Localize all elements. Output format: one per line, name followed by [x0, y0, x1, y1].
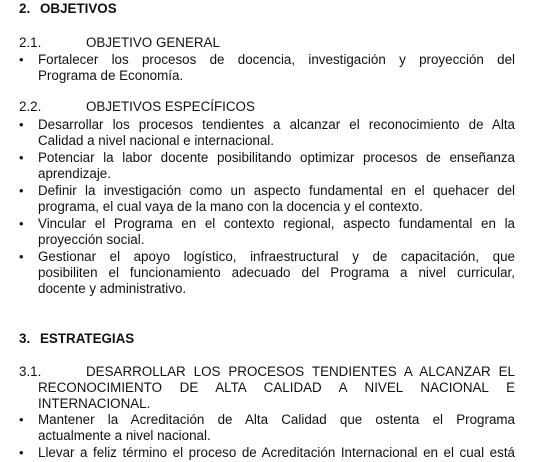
- bullet-line: Calidad a nivel nacional e internacional.: [38, 133, 274, 148]
- subsection-2-2-heading: [0, 99, 534, 116]
- subsection-3-1-line: DESARROLLAR LOS PROCESOS TENDIENTES A ALCANZAR EL: [86, 364, 515, 379]
- subsection-3-1-number: 3.1.: [19, 364, 42, 379]
- bullet-icon: •: [19, 150, 24, 165]
- section-2-title: OBJETIVOS: [40, 1, 117, 16]
- bullet-line: actualmente a nivel nacional.: [38, 428, 211, 443]
- bullet-line: Desarrollar los procesos tendientes a alcanzar el reconocimiento de Alta: [38, 117, 515, 132]
- bullet-line: aprendizaje.: [38, 166, 111, 181]
- bullet-line: Programa de Economía.: [38, 68, 184, 83]
- bullet-line: Fortalecer los procesos de docencia, investigación y proyección del: [38, 52, 515, 67]
- bullet-line: Definir la investigación como un aspecto fundamental en el quehacer del: [38, 183, 515, 198]
- section-2-heading: [0, 1, 534, 18]
- bullet-line: Potenciar la labor docente posibilitando optimizar procesos de enseñanza: [38, 150, 515, 165]
- subsection-3-1-line: RECONOCIMIENTO DE ALTA CALIDAD A NIVEL NACIONAL E: [38, 380, 515, 395]
- bullet-icon: •: [19, 249, 24, 264]
- section-3-heading: [0, 331, 534, 348]
- bullet-line: Gestionar el apoyo logístico, infraestructural y de capacitación, que: [38, 249, 515, 264]
- subsection-2-1-heading: [0, 35, 534, 52]
- bullet-line: programa, el cual vaya de la mano con la docencia y el contexto.: [38, 199, 423, 214]
- bullet-line: Llevar a feliz término el proceso de Acreditación Internacional en el cual está: [38, 445, 515, 460]
- section-2-number: 2.: [19, 1, 31, 16]
- bullet-line: proyección social.: [38, 232, 145, 247]
- bullet-icon: •: [19, 117, 24, 132]
- bullet-line: Mantener la Acreditación de Alta Calidad que ostenta el Programa: [38, 412, 515, 427]
- bullet-icon: •: [19, 412, 24, 427]
- bullet-line: docente y administrativo.: [38, 281, 187, 296]
- subsection-2-2-number: 2.2.: [19, 99, 42, 114]
- bullet-icon: •: [19, 183, 24, 198]
- bullet-line: posibiliten el funcionamiento adecuado del Programa a nivel curricular,: [38, 265, 515, 280]
- section-3-number: 3.: [19, 331, 31, 346]
- bullet-icon: •: [19, 52, 24, 67]
- subsection-3-1-heading: [0, 364, 534, 414]
- bullet-icon: •: [19, 216, 24, 231]
- subsection-3-1-line: INTERNACIONAL.: [38, 396, 151, 411]
- section-3-title: ESTRATEGIAS: [40, 331, 135, 346]
- subsection-2-1-number: 2.1.: [19, 35, 42, 50]
- subsection-2-2-title: OBJETIVOS ESPECÍFICOS: [86, 99, 255, 114]
- subsection-2-1-title: OBJETIVO GENERAL: [86, 35, 220, 50]
- bullet-line: Vincular el Programa en el contexto regional, aspecto fundamental en la: [38, 216, 515, 231]
- bullet-icon: •: [19, 445, 24, 460]
